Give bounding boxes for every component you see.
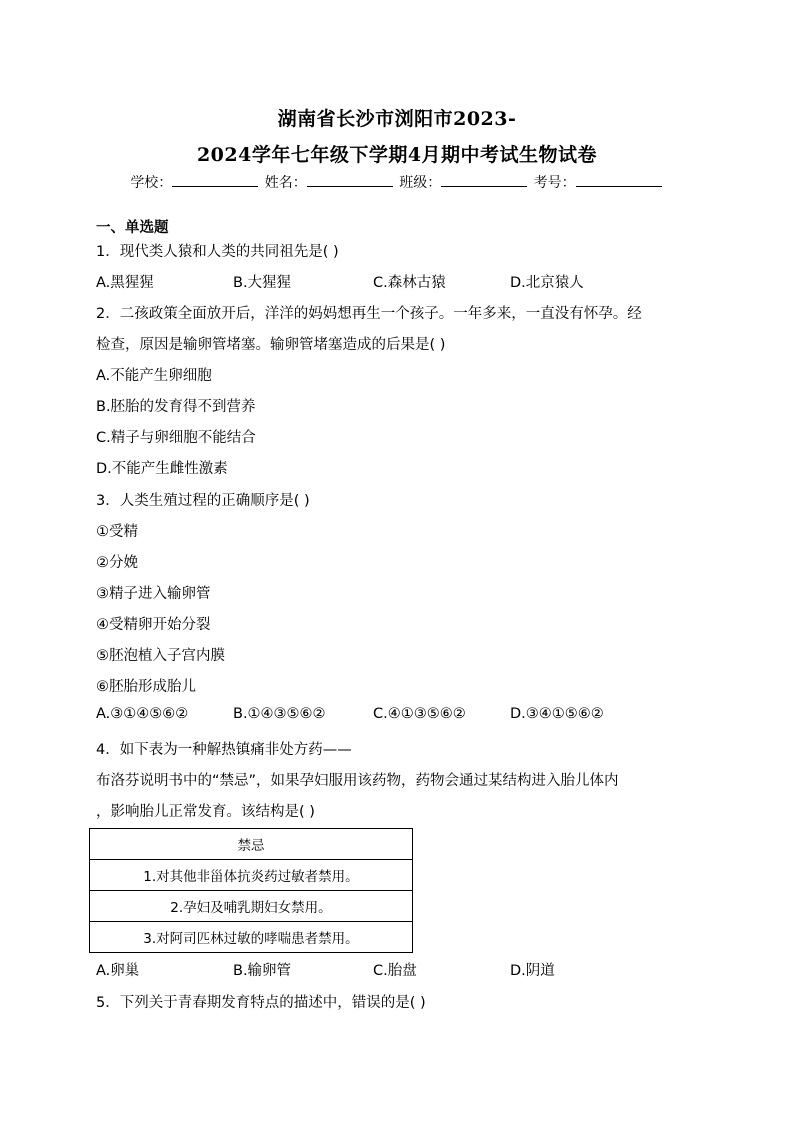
- exam-title-line1: 湖南省长沙市浏阳市2023-: [277, 108, 517, 130]
- q1-option-b: B.大猩猩: [233, 275, 292, 291]
- q4-option-c: C.胎盘: [373, 963, 417, 979]
- q2-option-d: D.不能产生雌性激素: [96, 461, 228, 477]
- question-1-stem: 1．现代类人猿和人类的共同祖先是( ): [96, 244, 339, 260]
- table-row: 1.对其他非甾体抗炎药过敏者禁用。: [90, 860, 413, 891]
- school-label: 学校：: [130, 175, 173, 191]
- q1-option-a: A.黑猩猩: [96, 275, 154, 291]
- exam-number-label: 考号：: [533, 175, 576, 191]
- exam-title-line2: 2024学年七年级下学期4月期中考试生物试卷: [196, 144, 598, 166]
- question-2-stem-line2: 检查，原因是输卵管堵塞。输卵管堵塞造成的后果是( ): [96, 337, 446, 353]
- question-4-stem-line2: 布洛芬说明书中的“禁忌”，如果孕妇服用该药物，药物会通过某结构进入胎儿体内: [96, 773, 619, 789]
- class-blank: [441, 174, 527, 187]
- q3-item-6: ⑥胚胎形成胎儿: [96, 679, 196, 695]
- question-5-stem: 5．下列关于青春期发育特点的描述中，错误的是( ): [96, 995, 426, 1011]
- q4-option-b: B.输卵管: [233, 963, 292, 979]
- q3-option-a: A.③①④⑤⑥②: [96, 706, 189, 722]
- question-2-stem-line1: 2．二孩政策全面放开后，洋洋的妈妈想再生一个孩子。一年多来，一直没有怀孕。经: [96, 306, 642, 322]
- q4-option-a: A.卵巢: [96, 963, 140, 979]
- section-heading: 一、单选题: [96, 220, 169, 236]
- q3-option-c: C.④①③⑤⑥②: [373, 706, 466, 722]
- q3-item-5: ⑤胚泡植入子宫内膜: [96, 648, 225, 664]
- q3-item-1: ①受精: [96, 524, 138, 540]
- q3-item-4: ④受精卵开始分裂: [96, 617, 211, 633]
- table-row: 2.孕妇及哺乳期妇女禁用。: [90, 891, 413, 922]
- question-4-stem-line1: 4．如下表为一种解热镇痛非处方药——: [96, 742, 352, 758]
- q1-option-d: D.北京猿人: [510, 275, 584, 291]
- q3-option-d: D.③④①⑤⑥②: [510, 706, 604, 722]
- question-4-stem-line3: ，影响胎儿正常发育。该结构是( ): [96, 804, 315, 820]
- name-label: 姓名：: [264, 175, 307, 191]
- school-blank: [172, 174, 258, 187]
- table-row: 3.对阿司匹林过敏的哮喘患者禁用。: [90, 922, 413, 953]
- table-header: 禁忌: [90, 829, 413, 860]
- q2-option-c: C.精子与卵细胞不能结合: [96, 430, 256, 446]
- name-blank: [307, 174, 393, 187]
- q2-option-a: A.不能产生卵细胞: [96, 368, 212, 384]
- class-label: 班级：: [399, 175, 442, 191]
- q2-option-b: B.胚胎的发育得不到营养: [96, 399, 256, 415]
- exam-number-blank: [576, 174, 662, 187]
- q4-option-d: D.阴道: [510, 963, 555, 979]
- q1-option-c: C.森林古猿: [373, 275, 446, 291]
- student-info-row: [0, 172, 794, 192]
- q3-item-2: ②分娩: [96, 555, 138, 571]
- contraindications-table: [89, 828, 413, 953]
- question-3-stem: 3．人类生殖过程的正确顺序是( ): [96, 493, 310, 509]
- q3-item-3: ③精子进入输卵管: [96, 586, 211, 602]
- q3-option-b: B.①④③⑤⑥②: [233, 706, 326, 722]
